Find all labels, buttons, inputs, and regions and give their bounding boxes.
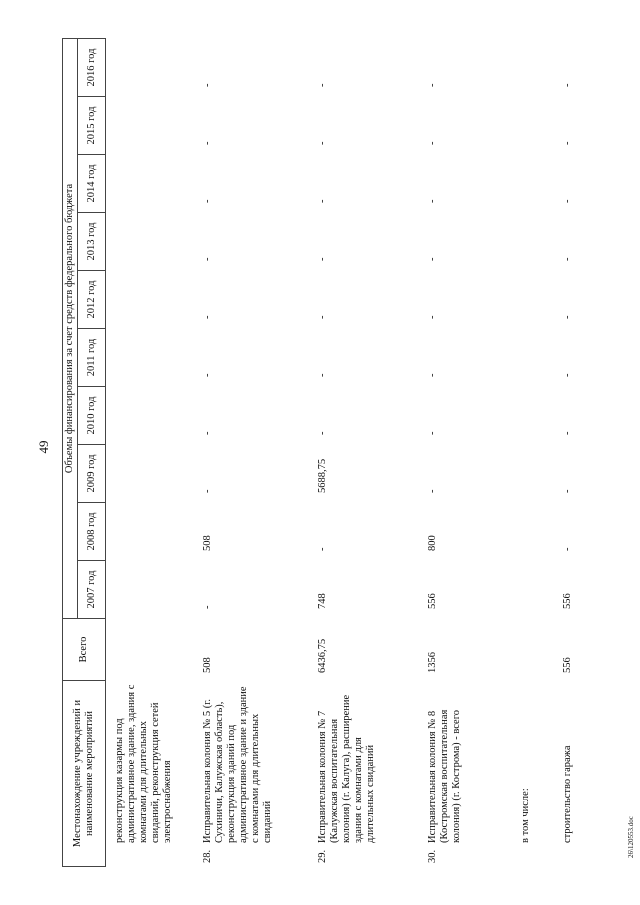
row-number [114, 843, 174, 863]
header-year: 2011 год [78, 329, 106, 387]
table-row [520, 681, 532, 867]
row-name: Исправительная колония № 8 (Костромская воспитательная колония) (г. Кострома) - всего [427, 709, 462, 843]
row-year-value: - [202, 257, 213, 261]
row-number: 29. [317, 849, 328, 863]
row-year-value: - [562, 489, 573, 493]
row-number [520, 843, 532, 863]
header-year: 2008 год [78, 503, 106, 561]
financing-table [62, 37, 632, 867]
row-year-value: - [427, 199, 438, 203]
row-number: 30. [427, 849, 438, 863]
table-row [317, 39, 377, 867]
header-year: 2012 год [78, 271, 106, 329]
row-year-value: - [317, 373, 328, 377]
header-year: 2014 год [78, 155, 106, 213]
row-year-value: 5688,75 [317, 458, 328, 493]
header-year: 2007 год [78, 561, 106, 619]
table-header [62, 38, 106, 867]
table-row [427, 39, 463, 867]
row-year-value: - [562, 547, 573, 551]
row-total: 6436,75 [317, 638, 328, 673]
row-year-value: - [202, 489, 213, 493]
table-row [202, 39, 274, 867]
header-year: 2013 год [78, 213, 106, 271]
header-total-column: Всего [63, 619, 106, 681]
row-year-value: - [317, 431, 328, 435]
row-name: в том числе: [520, 788, 531, 843]
row-year-value: - [317, 141, 328, 145]
row-year-value: - [202, 315, 213, 319]
row-year-value: - [317, 257, 328, 261]
row-year-value: - [202, 141, 213, 145]
row-year-value: - [562, 373, 573, 377]
row-total: 556 [562, 657, 573, 673]
row-year-value: - [562, 431, 573, 435]
row-year-value: - [202, 605, 213, 609]
header-year: 2015 год [78, 97, 106, 155]
row-year-value: - [427, 141, 438, 145]
row-year-value: - [562, 199, 573, 203]
row-year-value: - [202, 199, 213, 203]
page-number: 49 [36, 440, 51, 454]
row-year-value: - [427, 315, 438, 319]
row-year-value: - [562, 257, 573, 261]
row-number: 28. [202, 849, 213, 863]
row-year-value: 800 [427, 535, 438, 551]
row-total: 1356 [427, 652, 438, 673]
row-total: 508 [202, 657, 213, 673]
header-name-column: Местонахождение учреждений и наименование мероприятий [63, 681, 106, 867]
row-year-value: - [202, 431, 213, 435]
row-year-value: - [562, 141, 573, 145]
row-year-value: - [202, 373, 213, 377]
row-name: реконструкция казармы под административное здание, здания с комнатами для длительных свиданий, реконструкция сетей электроснабжения [114, 684, 173, 843]
table-row [562, 39, 574, 867]
row-year-value: 508 [202, 535, 213, 551]
row-year-value: 556 [562, 593, 573, 609]
document-id: 26\120553.doc [627, 816, 635, 858]
row-year-value: - [317, 199, 328, 203]
row-year-value: - [562, 315, 573, 319]
header-year: 2009 год [78, 445, 106, 503]
row-year-value: - [427, 489, 438, 493]
row-name: строительство гаража [562, 745, 573, 843]
row-year-value: - [427, 257, 438, 261]
row-year-value: 748 [317, 593, 328, 609]
row-year-value: - [562, 83, 573, 87]
row-year-value: - [317, 83, 328, 87]
header-year: 2016 год [78, 39, 106, 97]
row-year-value: 556 [427, 593, 438, 609]
row-year-value: - [427, 373, 438, 377]
header-federal-budget: Объемы финансирования за счет средств федерального бюджета [63, 39, 78, 619]
header-year: 2010 год [78, 387, 106, 445]
row-year-value: - [317, 547, 328, 551]
table-row [114, 681, 174, 867]
row-year-value: - [317, 315, 328, 319]
row-name: Исправительная колония № 5 (г. Сухиничи, Калужская область), реконструкция зданий под административное здание и здание с комнатами для длительных свиданий [202, 686, 273, 843]
row-year-value: - [427, 431, 438, 435]
row-year-value: - [427, 83, 438, 87]
row-year-value: - [202, 83, 213, 87]
row-name: Исправительная колония № 7 (Калужская воспитательная колония) (г. Калуга), расширение здания с комнатами для длительных свиданий [317, 694, 376, 843]
row-number [562, 843, 574, 863]
